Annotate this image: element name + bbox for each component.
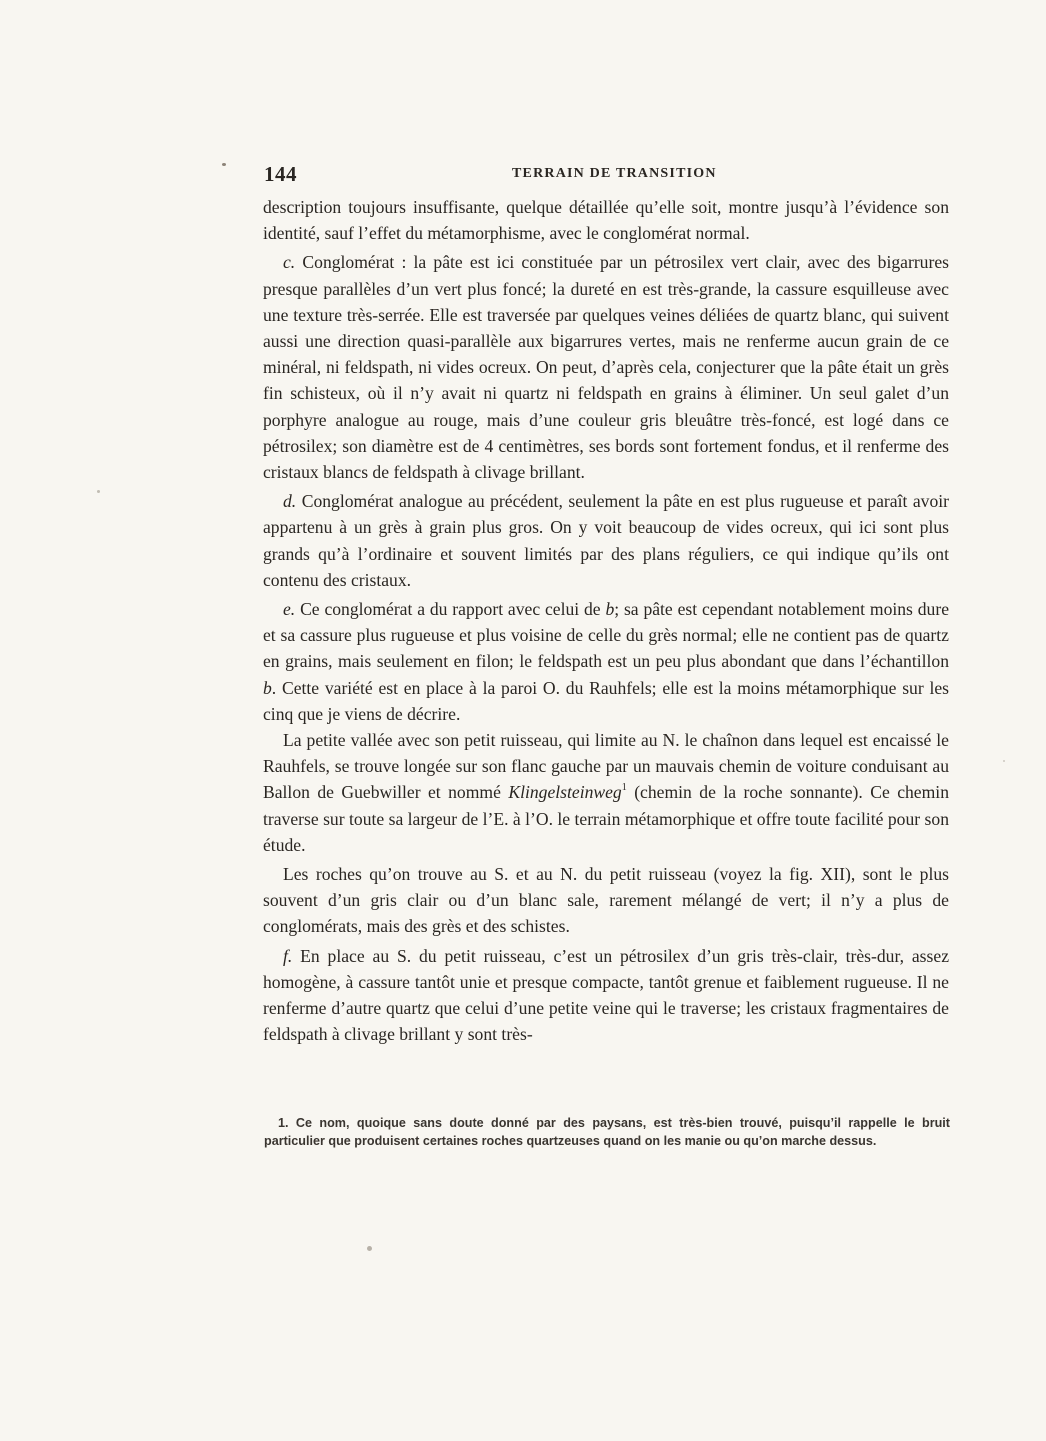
paragraph-c — [263, 249, 949, 485]
place-name-klingelsteinweg: Klingelsteinweg — [508, 782, 622, 803]
paragraph-e-text-3: . Cette variété est en place à la paroi O. du Rauhfels; elle est la moins métamorphique sur les cinq que je viens de décrire. — [263, 677, 949, 724]
item-label-f: f. — [283, 945, 293, 966]
paper-speck — [222, 163, 226, 166]
body-text — [263, 194, 949, 1048]
paper-speck — [97, 490, 100, 493]
page-header — [264, 160, 950, 190]
paragraph-valley — [263, 727, 949, 858]
paragraph-c-text: Conglomérat : la pâte est ici constituée par un pétrosilex vert clair, avec des bigarrures presque parallèles d’un vert plus foncé; la dureté en est très-grande, la cassure esquilleuse avec une texture très-serrée. Elle est traversée par quelques veines déliées de quartz blanc, qui suivent aussi une direction quasi-parallèle aux bigarrures vertes, mais ne renferme aucun grain de ce minéral, ni feldspath, ni vides ocreux. On peut, d’après cela, conjecturer que la pâte était un grès fin schisteux, où il n’y avait ni quartz ni feldspath en grains à éliminer. Un seul galet d’un porphyre analogue au rouge, mais d’une couleur gris bleuâtre très-foncé, est logé dans ce pétrosilex; son diamètre est de 4 centimètres, ses bords sont fortement fondus, et il renferme des cristaux blancs de feldspath à clivage brillant. — [263, 252, 949, 483]
paragraph-d-text: Conglomérat analogue au précédent, seulement la pâte en est plus rugueuse et paraît avoir appartenu à un grès à grain plus gros. On y voit beaucoup de vides ocreux, qui ici sont plus grands qu’à l’ordinaire et souvent limités par des plans réguliers, ce qui indique qu’ils ont contenu des cristaux. — [263, 491, 949, 590]
paragraph-continuation: description toujours insuffisante, quelque détaillée qu’elle soit, montre jusqu’à l’évidence son identité, sauf l’effet du métamorphisme, avec le conglomérat normal. — [263, 197, 949, 244]
paragraph-valley-text-2: (chemin de la roche sonnante). Ce chemin traverse sur toute sa largeur de l’E. à l’O. le terrain métamorphique et offre toute facilité pour son étude. — [263, 782, 949, 855]
item-label-c: c. — [283, 252, 296, 273]
paragraph-valley-text-1: La petite vallée avec son petit ruisseau, qui limite au N. le chaînon dans lequel est encaissé le Rauhfels, se trouve longée sur son flanc gauche par un mauvais chemin de voiture conduisant au Ballon de Guebwiller et nommé — [263, 730, 949, 803]
paper-speck — [367, 1246, 372, 1251]
item-label-e: e. — [283, 599, 296, 620]
paper-speck — [1003, 760, 1005, 762]
footnote-marker: 1 — [621, 782, 627, 794]
paragraph-f-text: En place au S. du petit ruisseau, c’est un pétrosilex d’un gris très-clair, très-dur, assez homogène, à cassure tantôt unie et presque compacte, tantôt grenue et faiblement rugueuse. Il ne renferme d’autre quartz que celui d’une petite veine qui le traverse; les cristaux fragmentaires de feldspath à clivage brillant y sont très- — [263, 945, 949, 1045]
paragraph-rocks: Les roches qu’on trouve au S. et au N. du petit ruisseau (voyez la fig. XII), sont le plus souvent d’un gris clair ou d’un blanc sale, rarement mélangé de vert; il n’y a plus de conglomérats, mais des grès et des schistes. — [263, 864, 949, 937]
footnote — [264, 1114, 950, 1150]
sample-ref-b: b — [605, 599, 615, 620]
running-title: TERRAIN DE TRANSITION — [512, 166, 717, 181]
footnote-text: 1. Ce nom, quoique sans doute donné par des paysans, est très-bien trouvé, puisqu’il rappelle le bruit particulier que produisent certaines roches quartzeuses quand on les manie ou qu’on marche dessus. — [264, 1116, 950, 1148]
paragraph-e — [263, 596, 949, 727]
item-label-d: d. — [283, 491, 297, 512]
paragraph-f — [263, 943, 949, 1048]
paragraph-e-text-1: Ce conglomérat a du rapport avec celui de — [300, 599, 601, 620]
page-number: 144 — [264, 162, 297, 186]
paragraph-e-text-2: ; sa pâte est cependant notablement moins dure et sa cassure plus rugueuse et plus voisine de celle du grès normal; elle ne contient pas de quartz en grains, mais seulement en filon; le feldspath est un peu plus abondant que dans l’échantillon — [263, 599, 949, 672]
paragraph-d — [263, 488, 949, 593]
sample-ref-b-2: b — [263, 677, 272, 698]
